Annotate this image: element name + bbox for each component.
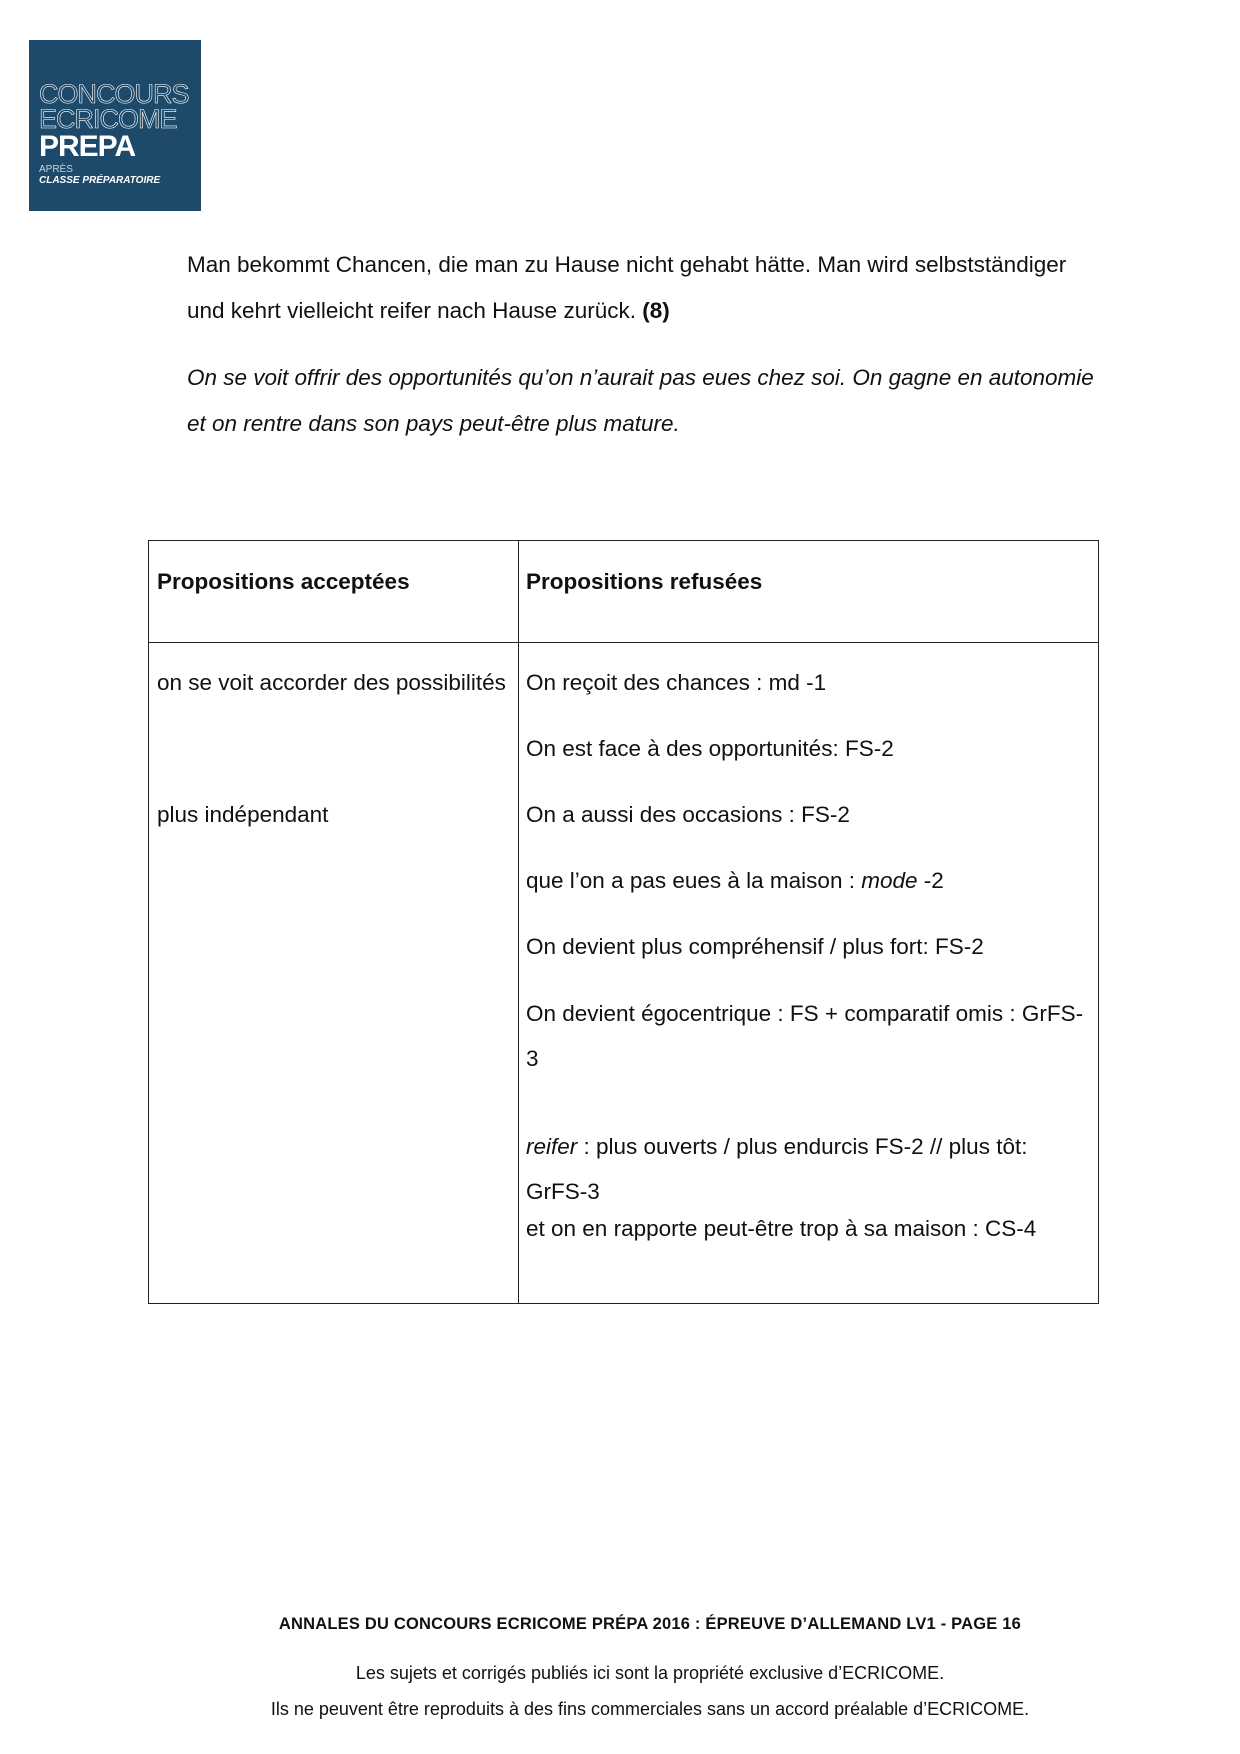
refused-item: On devient plus compréhensif / plus fort: FS-2: [526, 934, 984, 959]
logo-line-concours: CONCOURS: [39, 79, 189, 109]
header-accepted: Propositions acceptées: [157, 569, 410, 594]
french-translation: On se voit offrir des opportunités qu’on n’aurait pas eues chez soi. On gagne en autonomie et on rentre dans son pays peut-être plus mature.: [187, 365, 1094, 436]
logo-line-classe: CLASSE PRÉPARATOIRE: [39, 175, 161, 186]
footer-title: ANNALES DU CONCOURS ECRICOME PRÉPA 2016 : ÉPREUVE D’ALLEMAND LV1 - PAGE 16: [278, 1615, 1022, 1633]
propositions-table: [148, 540, 1099, 1304]
refused-item: On est face à des opportunités: FS-2: [526, 736, 894, 761]
logo-line-ecricome: ECRICOME: [39, 104, 177, 134]
german-source-text: [187, 242, 1107, 334]
points-value: (8): [642, 298, 670, 323]
footer-copyright-line: Ils ne peuvent être reproduits à des fins commerciales sans un accord préalable d’ECRICOME.: [270, 1699, 1030, 1719]
refused-item: On devient égocentrique : FS + comparatif omis : GrFS-3: [526, 1001, 1084, 1071]
logo-line-apres: APRÈS: [39, 164, 73, 175]
table-column-divider: [518, 541, 519, 1303]
accepted-item: on se voit accorder des possibilités: [157, 670, 506, 695]
german-sentence: Man bekommt Chancen, die man zu Hause nicht gehabt hätte. Man wird selbstständiger und kehrt vielleicht reifer nach Hause zurück.: [187, 252, 1067, 323]
table-header-divider: [149, 642, 1098, 643]
footer-copyright-line: Les sujets et corrigés publiés ici sont la propriété exclusive d’ECRICOME.: [355, 1663, 945, 1683]
refused-item-text: : plus ouverts / plus endurcis FS-2 // plus tôt: GrFS-3: [526, 1134, 1028, 1204]
refused-item: [526, 864, 944, 898]
refused-item-text: -2: [917, 868, 944, 893]
refused-item: On reçoit des chances : md -1: [526, 670, 827, 695]
logo-line-prepa: PREPA: [39, 130, 136, 163]
accepted-item: plus indépendant: [157, 802, 329, 827]
refused-item-emphasis: reifer: [526, 1134, 578, 1159]
refused-item-text: que l’on a pas eues à la maison :: [526, 868, 862, 893]
refused-item: [526, 1124, 1091, 1214]
header-refused: Propositions refusées: [526, 569, 763, 594]
refused-item: On a aussi des occasions : FS-2: [526, 802, 850, 827]
refused-item-emphasis: mode: [861, 868, 918, 893]
ecricome-logo: [29, 40, 201, 211]
refused-item: et on en rapporte peut-être trop à sa maison : CS-4: [526, 1216, 1037, 1241]
